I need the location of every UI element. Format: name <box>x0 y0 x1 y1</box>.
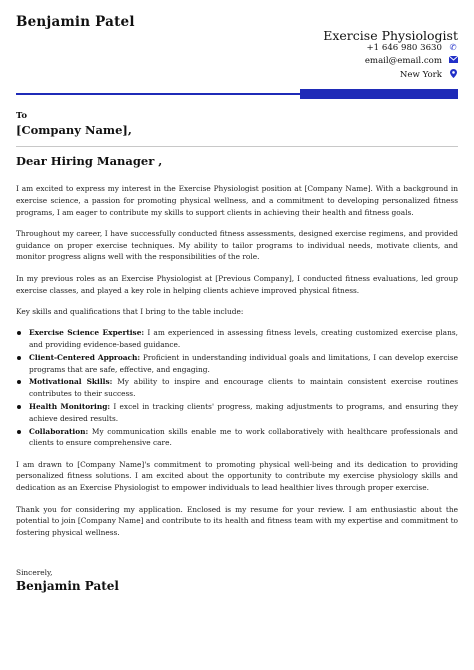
skill-title: Exercise Science Expertise: <box>29 328 145 338</box>
skill-item <box>16 327 458 351</box>
to-label: To <box>16 111 28 121</box>
contact-phone <box>366 43 458 53</box>
skill-item <box>16 376 458 400</box>
bullet-icon <box>17 331 21 335</box>
bullet-icon <box>17 405 21 409</box>
skill-title: Collaboration: <box>29 426 89 436</box>
paragraph-skills-intro: Key skills and qualifications that I bring to the table include: <box>16 306 244 316</box>
skill-item <box>16 352 458 376</box>
recipient-company: [Company Name], <box>16 123 132 137</box>
skill-text: My ability to inspire and encourage clients to maintain consistent exercise routines contributes to their success. <box>29 377 458 399</box>
skill-text: My communication skills enable me to work collaboratively with healthcare professionals and clients to ensure comprehensive care. <box>29 426 458 448</box>
skill-title: Motivational Skills: <box>29 377 113 387</box>
contact-location <box>400 69 458 81</box>
skills-list <box>16 327 458 449</box>
signature-name: Benjamin Patel <box>16 579 119 593</box>
skill-text: I excel in tracking clients' progress, making adjustments to programs, and ensuring they achieve desired results. <box>29 401 458 423</box>
location-pin-icon <box>448 69 458 81</box>
skill-text: I am experienced in assessing fitness levels, creating customized exercise plans, and providing evidence-based guidance. <box>29 328 458 349</box>
paragraph-experience: Throughout my career, I have successfully conducted fitness assessments, designed exercise regimens, and provided guidance on proper exercise techniques. My ability to tailor programs to individual needs, motivate clients, and monitor progress aligns well with the responsibilities of the role. <box>16 228 458 262</box>
paragraph-intro: I am excited to express my interest in the Exercise Physiologist position at [Company Name]. With a background in exercise science, a passion for promoting physical wellness, and a commitment to developing personalized fitness programs, I am eager to contribute my skills to support clients in achieving their health and fitness goals. <box>16 184 458 217</box>
skill-item <box>16 401 458 425</box>
salutation: Dear Hiring Manager , <box>16 154 163 168</box>
skill-text: Proficient in understanding individual goals and limitations, I can develop exercise programs that are safe, effective, and engaging. <box>29 352 458 374</box>
bullet-icon <box>17 380 21 384</box>
skill-title: Health Monitoring: <box>29 401 111 411</box>
bullet-icon <box>17 430 21 434</box>
paragraph-motivation: I am drawn to [Company Name]'s commitment to promoting physical well-being and its dedication to providing personalized fitness solutions. I am excited about the opportunity to contribute my exercise physiology skills and dedication as an Exercise Physiologist to empower individuals to lead healthier lives through proper exercise. <box>16 459 458 493</box>
location-text: New York <box>399 70 442 80</box>
paragraph-previous-roles: In my previous roles as an Exercise Physiologist at [Previous Company], I conducted fitness evaluations, led group exercise classes, and played a key role in helping clients achieve improved physical fitness. <box>16 273 458 295</box>
phone-icon: ✆ <box>449 43 457 53</box>
email-icon <box>448 56 458 66</box>
job-title: Exercise Physiologist <box>323 28 458 43</box>
skill-item <box>16 426 458 450</box>
letter-body <box>16 183 458 548</box>
closing-signoff: Sincerely, <box>16 568 53 577</box>
skill-title: Client-Centered Approach: <box>29 352 141 362</box>
header-rule-thin <box>16 93 300 95</box>
header-rule-accent <box>300 89 458 99</box>
bullet-icon <box>17 356 21 360</box>
applicant-name-header: Benjamin Patel <box>16 14 135 30</box>
paragraph-thanks: Thank you for considering my application. Enclosed is my resume for your review. I am enthusiastic about the potential to join [Company Name] and contribute to its health and fitness team with my expertise and commitment to fostering physical wellness. <box>16 504 458 538</box>
phone-text: +1 646 980 3630 <box>366 43 442 53</box>
email-text: email@email.com <box>364 56 442 66</box>
contact-email <box>365 56 458 66</box>
section-divider <box>16 146 458 147</box>
